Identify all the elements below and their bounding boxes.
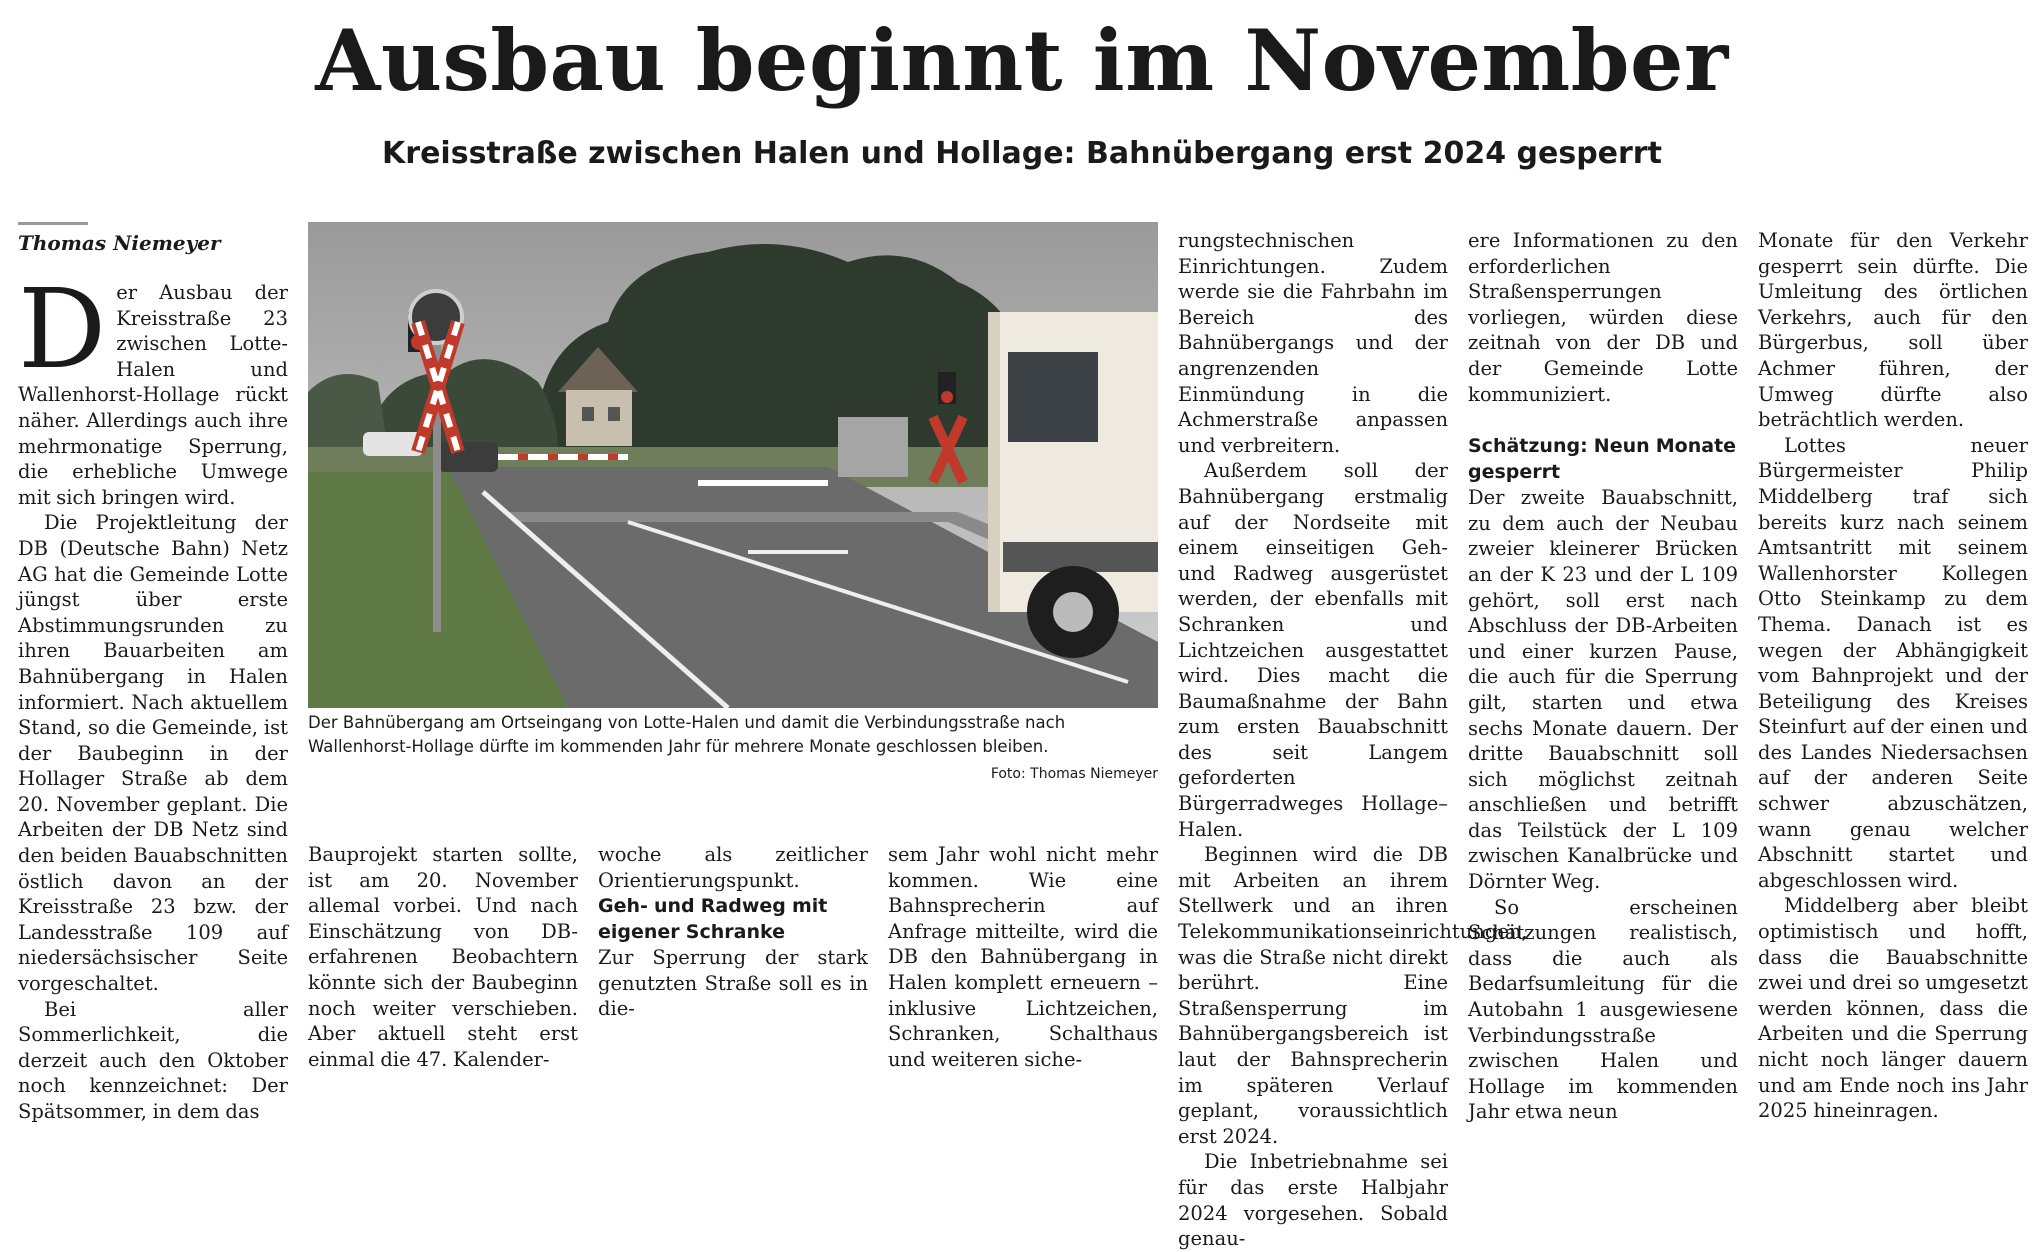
lead-paragraph: Der Ausbau der Kreisstraße 23 zwischen Lotte-Halen und Wallenhorst-Hollage rückt näher. Allerdings auch ihre mehrmonatige Sperrung, die erhebliche Umwege mit sich bringen wird.: [18, 265, 288, 509]
article-column-5: [1178, 228, 1528, 1252]
article-column-7: [1758, 228, 2028, 1124]
section-subhead: Schätzung: Neun Monate gesperrt: [1468, 435, 1737, 484]
paragraph: So erscheinen Schätzungen realistisch, dass die auch als Bedarfsumleitung für die Autobahn 1 ausgewiesene Verbindungsstraße zwischen Halen und Hollage im kommenden Jahr etwa neun: [1468, 895, 1738, 1124]
article-column-3: [598, 842, 868, 1022]
article-headline: Ausbau beginnt im November: [315, 11, 1729, 110]
article-column-6: [1468, 228, 1738, 1125]
paragraph: Außerdem soll der Bahnübergang erstmalig auf der Nordseite mit einem einseitigen Geh- und Radweg ausgerüstet werden, der ebenfalls mit Schranken und Lichtzeichen ausgestattet wird. Dies macht die Baumaßnahme der Bahn zum ersten Bauabschnitt des seit Langem geforderten Bürgerradweges Hollage–Halen.: [1178, 459, 1448, 841]
paragraph: Monate für den Verkehr gesperrt sein dürfte. Die Umleitung des örtlichen Verkehrs, auch für den Bürgerbus, soll über Achmer führen, der Umweg dürfte also beträchtlich werden.: [1758, 229, 2028, 432]
paragraph: Middelberg aber bleibt optimistisch und hofft, dass die Bauabschnitte zwei und drei so umgesetzt werden können, dass die Arbeiten und die Sperrung nicht noch länger dauern und am Ende noch ins Jahr 2025 hineinragen.: [1758, 894, 2028, 1123]
paragraph: Zur Sperrung der stark genutzten Straße soll es in die-: [598, 946, 868, 1021]
photo-caption: Der Bahnübergang am Ortseingang von Lotte-Halen und damit die Verbindungsstraße nach Wallenhorst-Hollage dürfte im kommenden Jahr für mehrere Monate geschlossen bleiben.: [308, 713, 1066, 756]
paragraph: Bauprojekt starten sollte, ist am 20. November allemal vorbei. Und nach Einschätzung von DB-erfahrenen Beobachtern könnte sich der Baubeginn noch weiter verschieben. Aber aktuell steht erst einmal die 47. Kalender-: [308, 843, 578, 1071]
drop-cap: D: [18, 265, 107, 393]
article-column-4: [888, 842, 1158, 1072]
article-column-1: [18, 265, 288, 1125]
byline-rule: [18, 222, 88, 225]
paragraph: Beginnen wird die DB mit Arbeiten an ihrem Stellwerk und an ihren Telekommunikationseinrichtungen, was die Straße nicht direkt berührt. Eine Straßensperrung im Bahnübergangsbereich ist laut der Bahnsprecherin im späteren Verlauf geplant, voraussichtlich erst 2024.: [1178, 843, 1528, 1148]
article-subheadline: Kreisstraße zwischen Halen und Hollage: Bahnübergang erst 2024 gesperrt: [382, 136, 1662, 171]
paragraph: Bei aller Sommerlichkeit, die derzeit auch den Oktober noch kennzeichnet: Der Spätsommer, in dem das: [18, 997, 288, 1123]
photo-credit: Foto: Thomas Niemeyer: [990, 766, 1158, 782]
paragraph: Die Inbetriebnahme sei für das erste Halbjahr 2024 vorgesehen. Sobald genau-: [1178, 1150, 1448, 1251]
article-column-2: [308, 842, 578, 1072]
paragraph: Die Projektleitung der DB (Deutsche Bahn) Netz AG hat die Gemeinde Lotte jüngst über erste Abstimmungsrunden zu ihren Bauarbeiten am Bahnübergang in Halen informiert. Nach aktuellem Stand, so die Gemeinde, ist der Baubeginn in der Hollager Straße ab dem 20. November geplant. Die Arbeiten der DB Netz sind den beiden Bauabschnitten östlich davon an der Kreisstraße 23 bzw. der Landesstraße 109 auf niedersächsischer Seite vorgeschaltet.: [18, 511, 288, 996]
railway-crossing-photo: [308, 222, 1158, 708]
author-byline: Thomas Niemeyer: [18, 231, 221, 255]
section-subhead: Geh- und Radweg mit eigener Schranke: [598, 895, 828, 944]
paragraph: ere Informationen zu den erforderlichen Straßensperrungen vorliegen, würden diese zeitnah von der DB und der Gemeinde Lotte kommuniziert.: [1468, 229, 1738, 406]
paragraph: woche als zeitlicher Orientierungspunkt.: [598, 843, 868, 892]
paragraph: sem Jahr wohl nicht mehr kommen. Wie eine Bahnsprecherin auf Anfrage mitteilte, wird die DB den Bahnübergang in Halen komplett erneuern – inklusive Lichtzeichen, Schranken, Schalthaus und weiteren siche-: [888, 843, 1158, 1071]
paragraph: Lottes neuer Bürgermeister Philip Middelberg traf sich bereits kurz nach seinem Amtsantritt mit seinem Wallenhorster Kollegen Otto Steinkamp zu dem Thema. Danach ist es wegen der Abhängigkeit vom Bahnprojekt und der Beteiligung des Kreises Steinfurt auf der einen und des Landes Niedersachsen auf der anderen Seite schwer abzuschätzen, wann genau welcher Abschnitt startet und abgeschlossen wird.: [1758, 433, 2028, 892]
paragraph: Der zweite Bauabschnitt, zu dem auch der Neubau zweier kleinerer Brücken an der K 23 und der L 109 gehört, soll erst nach Abschluss der DB-Arbeiten und einer kurzen Pause, die auch für die Sperrung gilt, starten und etwa sechs Monate dauern. Der dritte Bauabschnitt soll sich möglichst zeitnah anschließen und betrifft das Teilstück der L 109 zwischen Kanalbrücke und Dörnter Weg.: [1468, 486, 1738, 894]
article-photo: [308, 222, 1158, 708]
paragraph: rungstechnischen Einrichtungen. Zudem werde sie die Fahrbahn im Bereich des Bahnübergangs und der angrenzenden Einmündung in die Achmerstraße anpassen und verbreitern.: [1178, 229, 1448, 457]
